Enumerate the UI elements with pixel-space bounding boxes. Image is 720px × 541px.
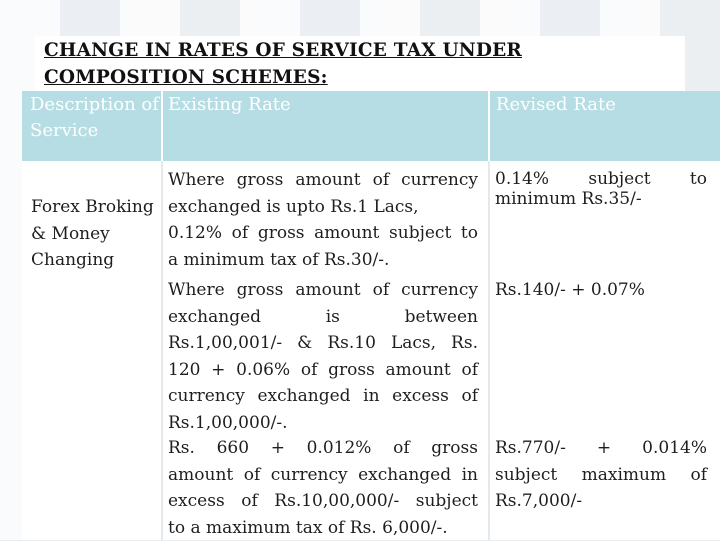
header-revised-rate: Revised Rate [496,92,696,118]
existing-line: Where gross amount of currency [168,167,478,194]
header-divider [488,91,490,161]
service-description: Forex Broking & Money Changing [31,194,156,274]
column-divider [161,161,163,540]
revised-rate-slab-3 [495,435,707,515]
existing-rate-slab-2 [168,277,478,436]
existing-line: exchanged is upto Rs.1 Lacs, [168,194,478,221]
existing-rate-slab-1 [168,167,478,273]
existing-rate-slab-3 [168,435,478,541]
existing-line: Rs.1,00,001/- & Rs.10 Lacs, Rs. [168,330,478,357]
column-divider [488,161,490,540]
revised-rate-slab-1 [495,166,707,212]
existing-line: Where gross amount of currency [168,277,478,304]
revised-line: subject maximum of [495,462,707,489]
existing-line: 120 + 0.06% of gross amount of [168,357,478,384]
existing-line: to a maximum tax of Rs. 6,000/-. [168,515,478,541]
revised-line: minimum Rs.35/- [495,186,707,213]
revised-line: Rs.140/- + 0.07% [495,277,707,304]
existing-line: amount of currency exchanged in [168,462,478,489]
existing-line: exchanged is between [168,304,478,331]
header-description: Description of Service [30,92,160,144]
header-divider [161,91,163,161]
existing-line: currency exchanged in excess of [168,383,478,410]
existing-line: 0.12% of gross amount subject to [168,220,478,247]
revised-rate-slab-2 [495,277,707,304]
existing-line: excess of Rs.10,00,000/- subject [168,488,478,515]
revised-line: Rs.7,000/- [495,488,707,515]
existing-line: Rs. 660 + 0.012% of gross [168,435,478,462]
existing-line: Rs.1,00,000/-. [168,410,478,437]
slide-title: CHANGE IN RATES OF SERVICE TAX UNDER COMPOSITION SCHEMES: [44,37,684,91]
existing-line: a minimum tax of Rs.30/-. [168,247,478,274]
header-existing-rate: Existing Rate [168,92,478,118]
revised-line: Rs.770/- + 0.014% [495,435,707,462]
revised-line: 0.14% subject to [495,166,707,193]
